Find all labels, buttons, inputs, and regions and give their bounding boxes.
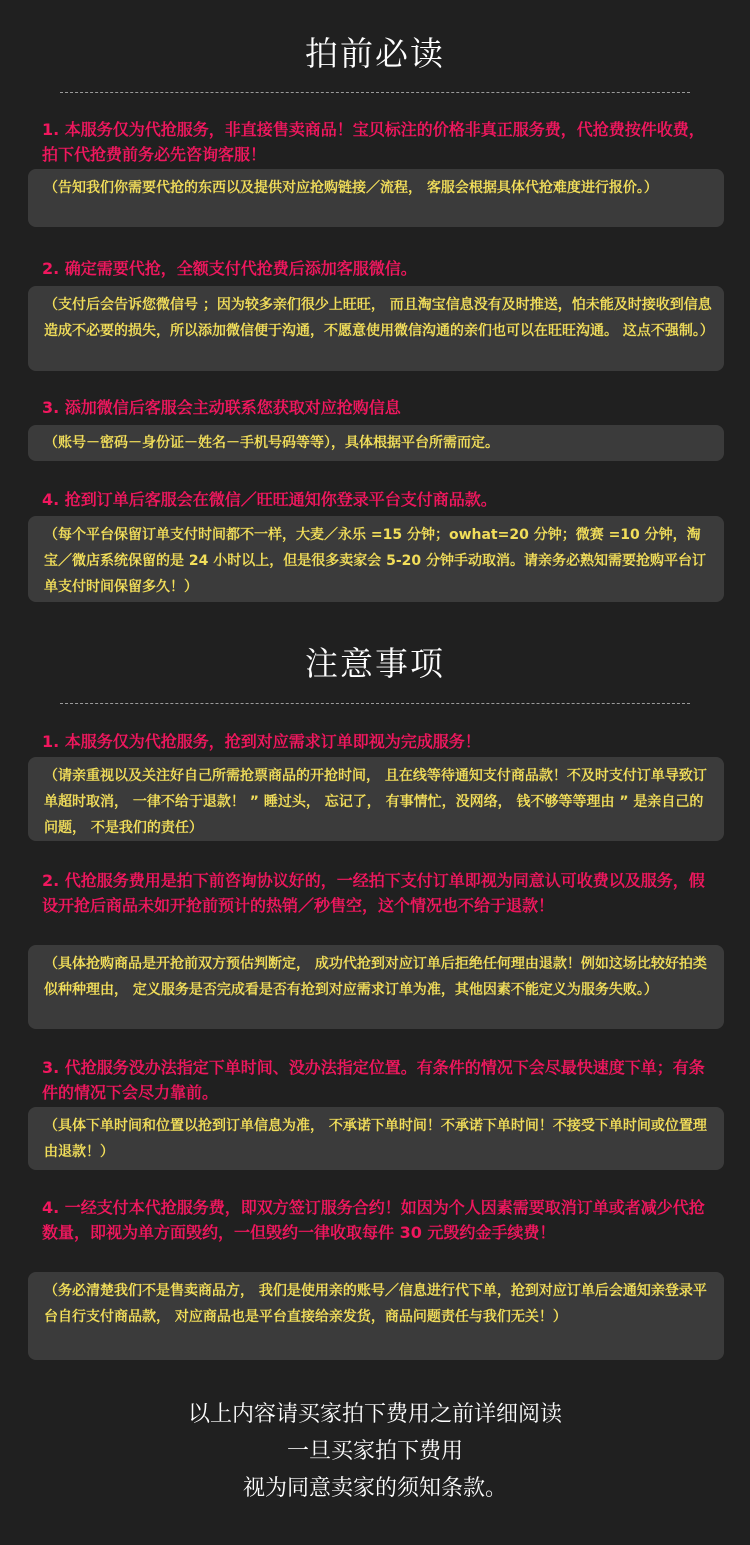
rule-note-box — [28, 1107, 724, 1170]
rule-title: 1. 本服务仅为代抢服务，抢到对应需求订单即视为完成服务！ — [42, 732, 481, 751]
footer-line: 视为同意卖家的须知条款。 — [242, 1476, 507, 1501]
rule-note: （每个平台保留订单支付时间都不一样，大麦／永乐 =15 分钟；owhat=20 分钟；微赛 =10 分钟，淘宝／微店系统保留的是 24 小时以上，但是很多卖家会 5-20 分钟手动取消。请亲务必熟知需要抢购平台订单支付时间保留多久！） — [44, 527, 707, 595]
rule-note: （账号－密码－身份证－姓名－手机号码等等），具体根据平台所需而定。 — [44, 435, 499, 451]
rule-note: （请亲重视以及关注好自己所需抢票商品的开抢时间， 且在线等待通知支付商品款！不及时支付订单导致订单超时取消， 一律不给于退款！ ” 睡过头， 忘记了， 有事情忙，没网络， 钱不够等等理由 ” 是亲自己的问题， 不是我们的责任） — [44, 768, 707, 836]
rule-note: （支付后会告诉您微信号 ；因为较多亲们很少上旺旺， 而且淘宝信息没有及时推送，怕未能及时接收到信息造成不必要的损失，所以添加微信便于沟通，不愿意使用微信沟通的亲们也可以在旺旺沟通。 这点不强制。） — [44, 297, 714, 339]
rule-title: 4. 一经支付本代抢服务费，即双方签订服务合约！如因为个人因素需要取消订单或者减少代抢数量，即视为单方面毁约，一但毁约一律收取每件 30 元毁约金手续费！ — [42, 1198, 705, 1242]
rule-title: 2. 代抢服务费用是拍下前咨询协议好的，一经拍下支付订单即视为同意认可收费以及服务，假设开抢后商品未如开抢前预计的热销／秒售空，这个情况也不给于退款！ — [42, 871, 705, 915]
rule-note-box — [28, 945, 724, 1029]
section-title-notes: 注意事项 — [305, 644, 445, 683]
rule-note-box — [28, 425, 724, 461]
rule-note-box — [28, 286, 724, 371]
section-divider — [60, 703, 690, 704]
rule-title: 3. 代抢服务没办法指定下单时间、没办法指定位置。有条件的情况下会尽最快速度下单；有条件的情况下会尽力靠前。 — [42, 1058, 705, 1102]
rule-note: （务必清楚我们不是售卖商品方， 我们是使用亲的账号／信息进行代下单，抢到对应订单后会通知亲登录平台自行支付商品款， 对应商品也是平台直接给亲发货，商品问题责任与我们无关！） — [44, 1283, 707, 1325]
section-divider — [60, 92, 690, 93]
rule-note-box — [28, 516, 724, 602]
rule-note-box — [28, 169, 724, 227]
rule-title: 4. 抢到订单后客服会在微信／旺旺通知你登录平台支付商品款。 — [42, 490, 497, 509]
rule-note-box — [28, 1272, 724, 1360]
rule-note: （具体抢购商品是开抢前双方预估判断定， 成功代抢到对应订单后拒绝任何理由退款！例如这场比较好拍类似种种理由， 定义服务是否完成看是否有抢到对应需求订单为准，其他因素不能定义为服务失败。） — [44, 956, 707, 998]
rule-title: 3. 添加微信后客服会主动联系您获取对应抢购信息 — [42, 398, 401, 417]
section-title-before-purchase: 拍前必读 — [305, 34, 445, 73]
footer-line: 以上内容请买家拍下费用之前详细阅读 — [187, 1402, 562, 1427]
rule-note: （告知我们你需要代抢的东西以及提供对应抢购链接／流程， 客服会根据具体代抢难度进行报价。） — [44, 180, 658, 196]
rule-title: 2. 确定需要代抢，全额支付代抢费后添加客服微信。 — [42, 259, 417, 278]
rule-title: 1. 本服务仅为代抢服务，非直接售卖商品！宝贝标注的价格非真正服务费，代抢费按件收费，拍下代抢费前务必先咨询客服！ — [42, 120, 705, 164]
rule-note-box — [28, 757, 724, 841]
footer-line: 一旦买家拍下费用 — [286, 1439, 463, 1464]
rule-note: （具体下单时间和位置以抢到订单信息为准， 不承诺下单时间！不承诺下单时间！不接受下单时间或位置理由退款！） — [44, 1118, 707, 1160]
